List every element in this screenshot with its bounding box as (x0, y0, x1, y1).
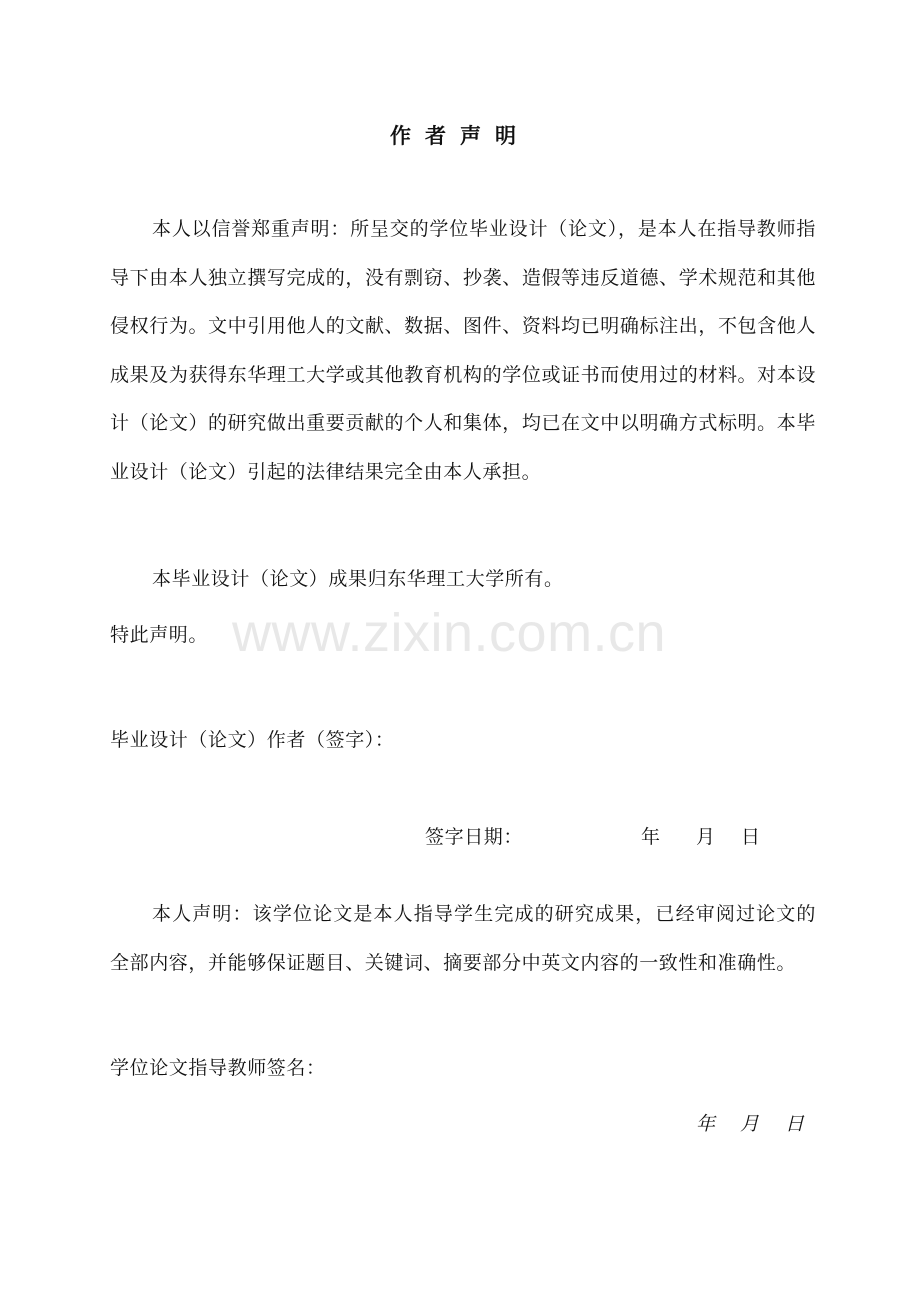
author-signature-label: 毕业设计（论文）作者（签字）： (110, 729, 395, 751)
declaration-paragraph: 本人以信誉郑重声明：所呈交的学位毕业设计（论文），是本人在指导教师指导下由本人独立撰写完成的，没有剽窃、抄袭、造假等违反道德、学术规范和其他侵权行为。文中引用他人的文献、数据、图件、资料均已明确标注出，不包含他人成果及为获得东华理工大学或其他教育机构的学位或证书而使用过的材料。对本设计（论文）的研究做出重要贡献的个人和集体，均已在文中以明确方式标明。本毕业设计（论文）引起的法律结果完全由本人承担。 (110, 218, 816, 483)
ownership-statement: 本毕业设计（论文）成果归东华理工大学所有。 (152, 568, 564, 590)
advisor-date-year: 年 (696, 1113, 716, 1135)
closing-statement: 特此声明。 (110, 624, 209, 646)
signature-date-day: 日 (741, 826, 761, 848)
advisor-date-month: 月 (740, 1113, 760, 1135)
advisor-declaration-paragraph: 本人声明：该学位论文是本人指导学生完成的研究成果，已经审阅过论文的全部内容，并能够保证题目、关键词、摘要部分中英文内容的一致性和准确性。 (110, 903, 816, 974)
advisor-signature-label: 学位论文指导教师签名： (110, 1057, 326, 1079)
advisor-date-day: 日 (785, 1113, 805, 1135)
signature-date-month: 月 (696, 826, 716, 848)
watermark: www.zixin.com.cn (232, 603, 667, 663)
signature-date-label: 签字日期： (425, 826, 524, 848)
signature-date-year: 年 (641, 826, 661, 848)
page-title: 作者声明 (390, 123, 530, 148)
